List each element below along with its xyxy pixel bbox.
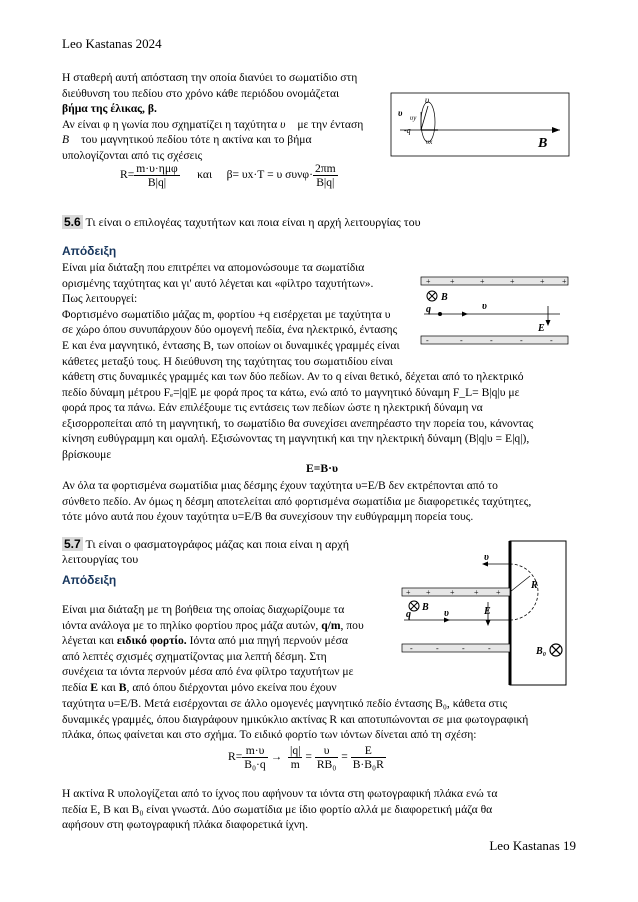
formula-part: =: [305, 750, 312, 764]
label-charge: -q: [404, 126, 411, 135]
bold-term: q/m: [321, 618, 341, 632]
label-b: B: [441, 292, 448, 303]
helix-figure: [390, 92, 570, 157]
denominator: RB₀: [316, 758, 337, 771]
numerator: |q|: [290, 744, 301, 757]
sec56-paragraph-2: [62, 478, 576, 525]
vector-b: B⃗: [62, 133, 79, 147]
bold-term: ειδικό φορτίο.: [116, 634, 187, 648]
plus-sign: +: [450, 277, 455, 286]
plus-sign: +: [540, 277, 545, 286]
text-line: ιόντα ανάλογα με το πηλίκο φορτίου προς μάζα αυτών,: [62, 618, 319, 632]
formula-part: β= υx·T = υ συνφ·: [226, 168, 313, 182]
helix-formulas: [120, 162, 338, 189]
plus-sign: +: [562, 277, 567, 286]
section-title: Τι είναι ο φασματογράφος μάζας και ποια είναι η αρχή: [85, 537, 349, 551]
text-line: κίνηση ευθύγραμμη και ομαλή. Εξισώνοντας τη μαγνητική και την ηλεκτρική δύναμη (B|q|υ = E|q|),: [62, 432, 530, 446]
label-q: q: [406, 609, 411, 620]
label-b0: B₀: [536, 646, 547, 657]
label-r: R: [531, 580, 538, 591]
minus-sign: -: [426, 336, 429, 345]
intro-paragraph: [62, 70, 392, 164]
text-line: πεδία E, B και B₀ είναι γνωστά. Δύο σωματίδια με ίδιο φορτίο αλλά με διαφορετική μάζα θα: [62, 802, 493, 816]
plus-sign: +: [496, 588, 501, 597]
text-line: Φορτισμένο σωματίδιο μάζας m, φορτίου +q εισέρχεται με ταχύτητα υ: [62, 307, 391, 321]
label-v-top: υ: [484, 552, 489, 563]
e-field-arrow: [486, 620, 491, 626]
formula-part: R=: [120, 168, 135, 182]
sec57-paragraph-2: [62, 786, 576, 833]
plus-sign: +: [426, 588, 431, 597]
vector-v: υ⃗: [280, 117, 295, 131]
text-line: με την ένταση: [297, 117, 364, 131]
numerator: m·υ: [242, 744, 267, 758]
bold-term: B: [118, 680, 127, 694]
plus-sign: +: [474, 588, 479, 597]
text-line: κάθετη στις δυναμικές γραμμές και των δύο πεδίων. Αν το q είναι θετικό, δέχεται από το ηλεκτρικό: [62, 370, 524, 383]
specific-charge-formula: [228, 744, 386, 771]
minus-sign: -: [436, 644, 439, 653]
label-v-bold: υ: [398, 108, 403, 118]
section-number: 5.7: [64, 537, 81, 551]
text-line: Πως λειτουργεί:: [62, 292, 138, 306]
text-line: τότε μόνο αυτά που έχουν ταχύτητα υ=E/B θα συνεχίσουν την ευθύγραμμη πορεία τους.: [62, 510, 474, 524]
plus-sign: +: [510, 277, 515, 286]
text-line: δυναμικές γραμμές, όπου διαγράφουν ημικύκλιο ακτίνας R και αποτυπώνονται σε μια φωτογραφική: [62, 712, 529, 726]
minus-sign: -: [520, 336, 523, 345]
text-line: , που: [340, 618, 364, 632]
top-plate: [402, 588, 510, 596]
text-line: Είναι μια διάταξη με τη βοήθεια της οποίας διαχωρίζουμε τα: [62, 603, 345, 616]
denominator: B·B₀R: [352, 758, 384, 771]
text-line: Αν είναι φ η γωνία που σχηματίζει η ταχύτητα: [62, 117, 278, 131]
label-vx: υx: [426, 138, 433, 146]
section-title: λειτουργίας του: [62, 552, 139, 566]
fraction: [315, 744, 339, 771]
pitch-fraction: [313, 162, 338, 189]
text-line: Η ακτίνα R υπολογίζεται από το ίχνος που αφήνουν τα ιόντα στη φωτογραφική πλάκα ενώ τα: [62, 787, 498, 800]
text-line: πεδίο δύναμη μέτρου Fₑ=|q|E με φορά προς τα κάτω, ενώ από το μαγνητικό δύναμη F_L= B|q|υ με: [62, 385, 520, 399]
text-line: πλάκα, όπως φαίνεται και στο σχήμα. Το ειδικό φορτίο των ιόντων δίνεται από τη σχέση:: [62, 728, 477, 742]
plus-sign: +: [406, 588, 411, 597]
text-line: και: [100, 680, 116, 694]
minus-sign: -: [490, 336, 493, 345]
text-line: πεδία: [62, 680, 88, 694]
numerator: m·υ·ημφ: [136, 162, 178, 175]
section-5-7-heading: [62, 537, 392, 567]
text-line: Ιόντα από μια πηγή περνούν μέσα: [189, 634, 348, 648]
label-e: E: [538, 323, 545, 334]
mass-spectrometer-figure: [400, 540, 580, 688]
sec57-paragraph-1: [62, 602, 392, 696]
fraction: [242, 744, 267, 771]
proof-heading-5-6: Απόδειξη: [62, 244, 117, 258]
text-line: βρίσκουμε: [62, 447, 112, 461]
text-line: κάθετες μεταξύ τους. Η διεύθυνση της ταχύτητας του σωματιδίου είναι: [62, 354, 393, 368]
text-line: διεύθυνση του πεδίου στο χρόνο κάθε περιόδου ονομάζεται: [62, 86, 340, 100]
label-field-b: B: [538, 136, 548, 151]
radius-fraction: [134, 162, 179, 189]
text-line: Αν όλα τα φορτισμένα σωματίδια μιας δέσμης έχουν ταχύτητα υ=E/B δεν εκτρέπονται από το: [62, 479, 498, 492]
path-arrow: [462, 312, 468, 317]
text-line: , από όπου διέρχονται μόνο εκείνα που έχουν: [126, 680, 337, 694]
plus-sign: +: [426, 277, 431, 286]
top-plate: [421, 277, 568, 285]
page-header: Leo Kastanas 2024: [62, 36, 162, 51]
minus-sign: -: [462, 644, 465, 653]
label-e: E: [484, 606, 491, 617]
e-field-arrow: [546, 320, 551, 326]
label-v: υ: [482, 301, 487, 312]
bottom-plate: [421, 336, 568, 344]
text-line: ταχύτητα υ=E/B. Μετά εισέρχονται σε άλλο ομογενές μαγνητικό πεδίο έντασης B₀, κάθετα στις: [62, 697, 508, 710]
label-q: q: [426, 304, 431, 315]
text-line: από λεπτές σχισμές σχηματίζοντας μια λεπτή δέσμη. Στη: [62, 649, 327, 663]
denominator: m: [290, 758, 300, 771]
text-line: εξισορροπείται από τη μαγνητική, το σωματίδιο θα συνεχίσει ανεπηρέαστο την πορεία του, κάνοντας: [62, 416, 534, 430]
label-b: B: [422, 602, 429, 613]
text-line: σύνθετο πεδίο. Αν όμως η δέσμη αποτελείται από φορτισμένα σωματίδια με διαφορετικές ταχύτητες,: [62, 494, 532, 508]
sec56-paragraph-1-cont: [62, 369, 576, 463]
formula-part: και: [197, 168, 213, 182]
formula-part: =: [341, 750, 348, 764]
particle-dot: [438, 312, 442, 316]
velocity-selector-figure: [420, 276, 570, 346]
bottom-plate: [402, 644, 510, 652]
sec56-paragraph-1: [62, 260, 404, 369]
text-line: λέγεται και: [62, 634, 114, 648]
section-number: 5.6: [64, 215, 81, 229]
text-line: αφήσουν στη φωτογραφική πλάκα διαφορετικά ίχνη.: [62, 818, 309, 832]
denominator: B|q|: [316, 176, 335, 189]
label-v: υ: [425, 95, 430, 105]
section-5-6-heading: [62, 215, 421, 230]
plus-sign: +: [480, 277, 485, 286]
denominator: B₀·q: [244, 758, 266, 771]
text-line: σε χώρο όπου συνυπάρχουν δύο ομογενή πεδία, ένα ηλεκτρικό, έντασης: [62, 323, 398, 337]
text-line: του μαγνητικού πεδίου τότε η ακτίνα και το βήμα: [81, 133, 312, 147]
fraction: [351, 744, 386, 771]
bold-term: βήμα της έλικας, β.: [62, 102, 157, 116]
text-line: φορά προς τα πάνω. Εάν επιλέξουμε τις εντάσεις των πεδίων ώστε η ηλεκτρική δύναμη να: [62, 401, 483, 415]
numerator: 2πm: [314, 162, 336, 175]
text-line: συνέχεια τα ιόντα περνούν μέσα από ένα φίλτρο ταχυτήτων με: [62, 665, 354, 679]
minus-sign: -: [488, 644, 491, 653]
equation-e-bv: E=B·υ: [306, 462, 338, 475]
bold-term: E: [90, 680, 99, 694]
proof-heading-5-7: Απόδειξη: [62, 573, 117, 587]
numerator: E: [351, 744, 386, 758]
formula-part: R=: [228, 750, 243, 764]
text-line: ορισμένης ταχύτητας και γι' αυτό λέγεται και «φίλτρο ταχυτήτων».: [62, 276, 374, 290]
sec57-paragraph-1-cont: [62, 696, 576, 743]
photographic-plate-region: [510, 541, 566, 685]
text-line: Ε και ένα μαγνητικό, έντασης B, των οποίων οι δυναμικές γραμμές είναι: [62, 338, 400, 352]
label-vy: υy: [410, 114, 417, 122]
minus-sign: -: [460, 336, 463, 345]
numerator: υ: [315, 744, 339, 758]
text-line: υπολογίζονται από τις σχέσεις: [62, 148, 203, 162]
text-line: Η σταθερή αυτή απόσταση την οποία διανύει το σωματίδιο στη: [62, 71, 358, 84]
minus-sign: -: [410, 644, 413, 653]
page-footer: Leo Kastanas 19: [489, 838, 576, 853]
minus-sign: -: [550, 336, 553, 345]
label-v: υ: [444, 608, 449, 619]
section-title: Τι είναι ο επιλογέας ταχυτήτων και ποια είναι η αρχή λειτουργίας του: [85, 215, 421, 229]
denominator: B|q|: [147, 176, 167, 189]
fraction: [288, 744, 302, 771]
text-line: Είναι μία διάταξη που επιτρέπει να απομονώσουμε τα σωματίδια: [62, 261, 365, 274]
plus-sign: +: [450, 588, 455, 597]
formula-part: →: [270, 750, 283, 764]
